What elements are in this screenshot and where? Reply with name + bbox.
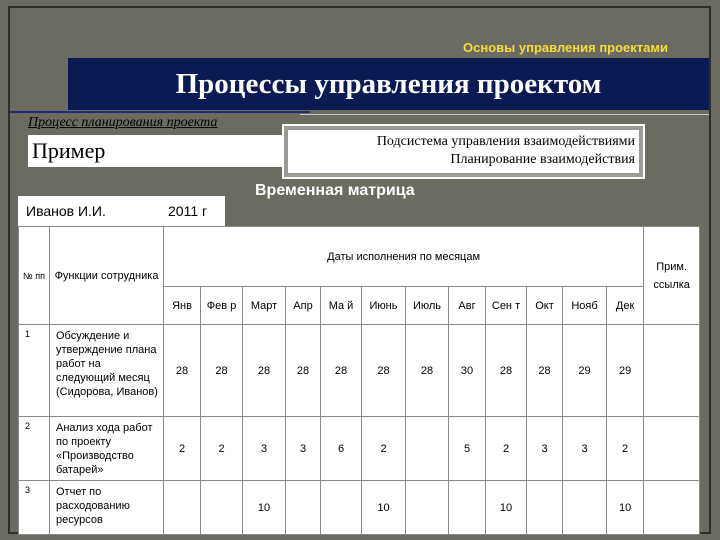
matrix-title: Временная матрица <box>255 182 415 199</box>
table-row <box>19 481 700 535</box>
cell-value: 28 <box>164 325 201 417</box>
cell-value <box>527 481 563 535</box>
cell-value: 3 <box>286 417 321 481</box>
row-num: 3 <box>19 481 50 535</box>
cell-value: 5 <box>449 417 486 481</box>
row-function: Отчет по расходованию ресурсов <box>50 481 164 535</box>
cell-value <box>286 481 321 535</box>
subsystem-line1: Подсистема управления взаимодействиями <box>376 134 635 149</box>
cell-value: 28 <box>527 325 563 417</box>
cell-value: 10 <box>362 481 406 535</box>
cell-value <box>201 481 243 535</box>
table-row <box>19 417 700 481</box>
row-function: Обсуждение и утверждение плана работ на следующий месяц (Сидорова, Иванов) <box>50 325 164 417</box>
cell-value: 28 <box>362 325 406 417</box>
subsystem-line2: Планирование взаимодействия <box>450 152 635 167</box>
cell-value: 28 <box>201 325 243 417</box>
time-matrix-table <box>18 226 700 535</box>
cell-value: 28 <box>243 325 286 417</box>
cell-value: 28 <box>321 325 362 417</box>
cell-value: 10 <box>486 481 527 535</box>
author-box <box>18 196 225 226</box>
cell-value: 29 <box>607 325 644 417</box>
cell-value: 28 <box>286 325 321 417</box>
month-header: Фев р <box>201 287 243 325</box>
divider-blue <box>10 111 310 113</box>
author-year: 2011 г <box>168 203 208 219</box>
course-title: Основы управления проектами <box>463 40 668 55</box>
header-function: Функции сотрудника <box>50 227 164 325</box>
row-note <box>644 481 700 535</box>
row-note <box>644 325 700 417</box>
row-num: 2 <box>19 417 50 481</box>
row-function: Анализ хода работ по проекту «Производство батарей» <box>50 417 164 481</box>
month-header: Июнь <box>362 287 406 325</box>
month-header: Ма й <box>321 287 362 325</box>
cell-value: 29 <box>563 325 607 417</box>
subsystem-box <box>282 124 645 179</box>
cell-value: 2 <box>362 417 406 481</box>
table-row <box>19 325 700 417</box>
cell-value: 3 <box>527 417 563 481</box>
month-header: Дек <box>607 287 644 325</box>
cell-value <box>563 481 607 535</box>
cell-value <box>406 481 449 535</box>
month-header: Нояб <box>563 287 607 325</box>
header-num: № пп <box>19 227 50 325</box>
cell-value: 2 <box>201 417 243 481</box>
example-label: Пример <box>28 135 283 167</box>
author-name: Иванов И.И. <box>26 203 106 219</box>
cell-value <box>406 417 449 481</box>
cell-value: 2 <box>164 417 201 481</box>
month-header: Апр <box>286 287 321 325</box>
divider-line <box>300 114 709 115</box>
month-header: Март <box>243 287 286 325</box>
cell-value <box>164 481 201 535</box>
cell-value <box>321 481 362 535</box>
month-header: Июль <box>406 287 449 325</box>
month-header: Янв <box>164 287 201 325</box>
cell-value: 6 <box>321 417 362 481</box>
row-note <box>644 417 700 481</box>
cell-value: 3 <box>243 417 286 481</box>
row-num: 1 <box>19 325 50 417</box>
cell-value: 3 <box>563 417 607 481</box>
cell-value: 2 <box>486 417 527 481</box>
header-note: Прим. ссылка <box>644 227 700 325</box>
month-header: Сен т <box>486 287 527 325</box>
banner-title: Процессы управления проектом <box>68 58 709 110</box>
month-header: Окт <box>527 287 563 325</box>
cell-value: 28 <box>486 325 527 417</box>
cell-value: 28 <box>406 325 449 417</box>
cell-value <box>449 481 486 535</box>
process-subtitle: Процесс планирования проекта <box>28 115 218 130</box>
cell-value: 2 <box>607 417 644 481</box>
subsystem-text <box>288 130 639 173</box>
month-header: Авг <box>449 287 486 325</box>
cell-value: 10 <box>607 481 644 535</box>
header-dates: Даты исполнения по месяцам <box>164 227 644 287</box>
cell-value: 10 <box>243 481 286 535</box>
cell-value: 30 <box>449 325 486 417</box>
